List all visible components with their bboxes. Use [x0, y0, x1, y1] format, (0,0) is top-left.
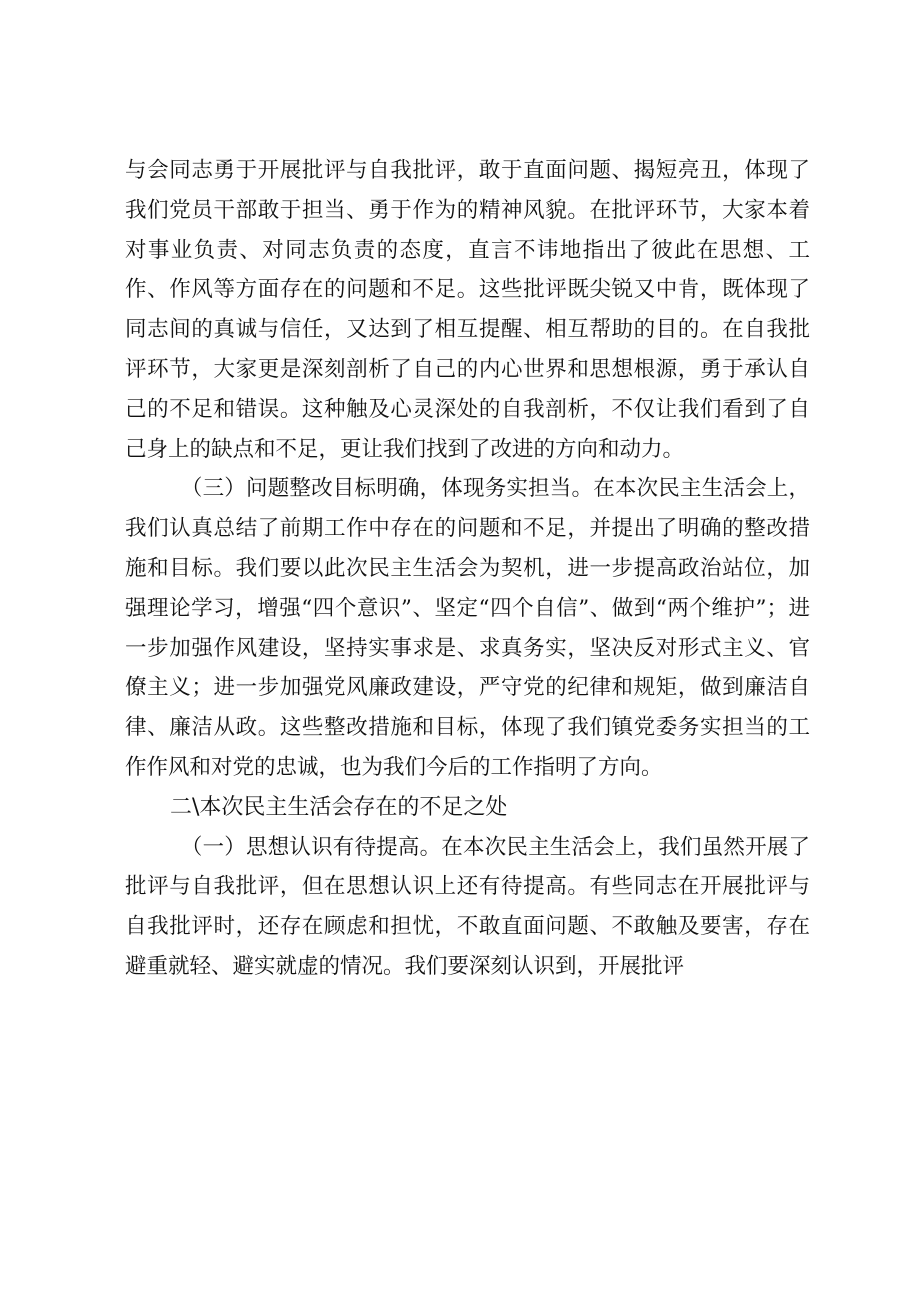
paragraph-ideological-awareness: （一）思想认识有待提高。在本次民主生活会上，我们虽然开展了批评与自我批评，但在思想认识上还有待提高。有些同志在开展批评与自我批评时，还存在顾虑和担忧，不敢直面问题、不敢触及要害，存在避重就轻、避实就虚的情况。我们要深刻认识到，开展批评 — [125, 834, 810, 979]
section-heading-shortcomings: 二\本次民主生活会存在的不足之处 — [170, 794, 508, 820]
paragraph-criticism-summary: 与会同志勇于开展批评与自我批评，敢于直面问题、揭短亮丑，体现了我们党员干部敢于担当、勇于作为的精神风貌。在批评环节，大家本着对事业负责、对同志负责的态度，直言不讳地指出了彼此在思想、工作、作风等方面存在的问题和不足。这些批评既尖锐又中肯，既体现了同志间的真诚与信任，又达到了相互提醒、相互帮助的目的。在自我批评环节，大家更是深刻剖析了自己的内心世界和思想根源，勇于承认自己的不足和错误。这种触及心灵深处的自我剖析，不仅让我们看到了自己身上的缺点和不足，更让我们找到了改进的方向和动力。 — [125, 158, 810, 462]
body-text-block — [125, 151, 810, 987]
paragraph-rectification-goals: （三）问题整改目标明确，体现务实担当。在本次民主生活会上，我们认真总结了前期工作中存在的问题和不足，并提出了明确的整改措施和目标。我们要以此次民主生活会为契机，进一步提高政治站位，加强理论学习，增强“四个意识”、坚定“四个自信”、做到“两个维护”；进一步加强作风建设，坚持实事求是、求真务实，坚决反对形式主义、官僚主义；进一步加强党风廉政建设，严守党的纪律和规矩，做到廉洁自律、廉洁从政。这些整改措施和目标，体现了我们镇党委务实担当的工作作风和对党的忠诚，也为我们今后的工作指明了方向。 — [125, 476, 810, 780]
